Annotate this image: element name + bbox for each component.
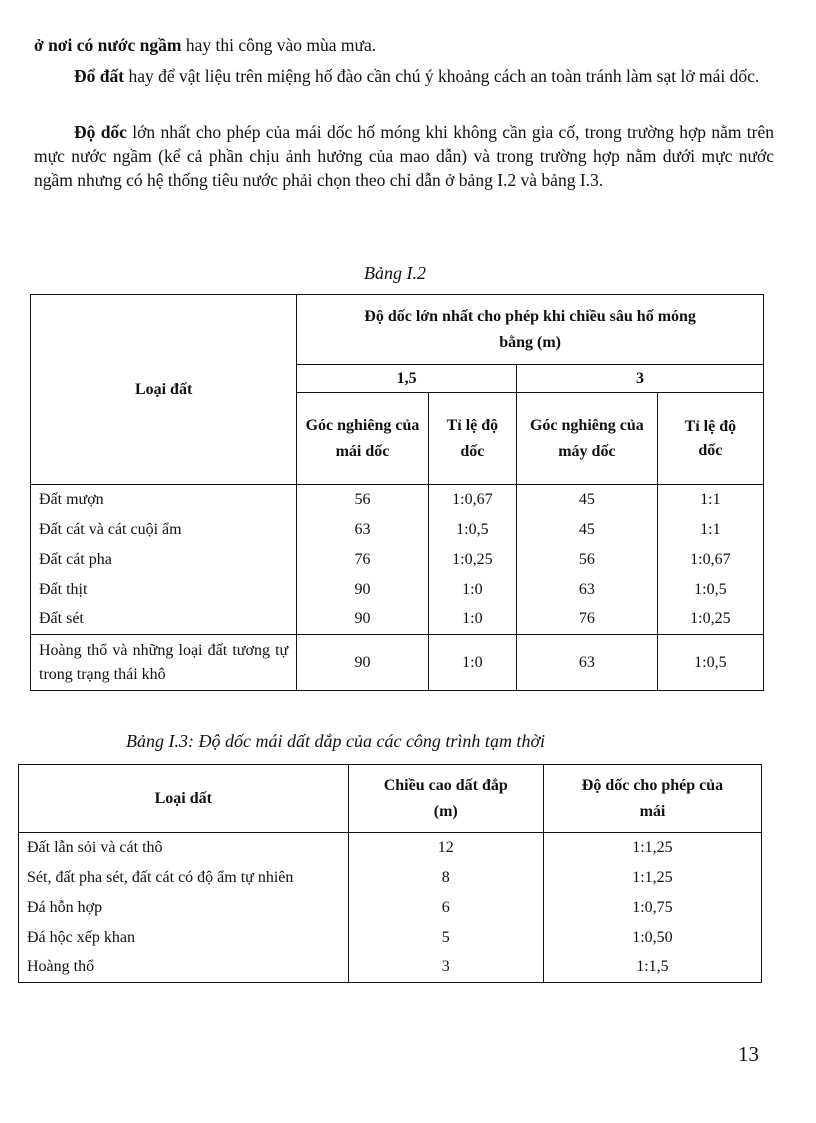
header-max-slope: Độ dốc lớn nhất cho phép khi chiều sâu hố móng bằng (m) <box>297 295 764 365</box>
angle-value: 76 <box>297 545 429 575</box>
header-soil-type-2: Loại dất <box>19 765 349 833</box>
soil-name: Đất thịt <box>31 575 297 605</box>
ratio-value: 1:1 <box>657 485 763 515</box>
para-1-rest: hay thi công vào mùa mưa. <box>181 35 377 55</box>
header-angle-1-5: Góc nghiêng của mái dốc <box>297 393 429 485</box>
header-ratio-3: Tỉ lệ độ dốc <box>657 393 763 485</box>
angle-value: 63 <box>517 635 658 691</box>
table-row <box>19 953 762 983</box>
header-depth-1-5: 1,5 <box>297 365 517 393</box>
slope-table-2 <box>18 764 762 983</box>
header-depth-3: 3 <box>517 365 764 393</box>
slope-table-1 <box>30 294 764 691</box>
angle-value: 76 <box>517 605 658 635</box>
table-row <box>19 923 762 953</box>
soil-name: Hoàng thổ <box>19 953 349 983</box>
height-value: 3 <box>348 953 543 983</box>
table-row <box>19 893 762 923</box>
header-angle-3: Góc nghiêng của máy dốc <box>517 393 658 485</box>
angle-value: 56 <box>297 485 429 515</box>
table-row <box>31 635 764 691</box>
ratio-value: 1:0,5 <box>428 515 516 545</box>
soil-name: Hoàng thổ và những loại đất tương tự trong trạng thái khô <box>31 635 297 691</box>
table-row <box>31 545 764 575</box>
table-row <box>31 515 764 545</box>
paragraph-3 <box>34 120 774 192</box>
height-value: 8 <box>348 863 543 893</box>
angle-value: 90 <box>297 635 429 691</box>
header-ratio-1-5: Tỉ lệ độ dốc <box>428 393 516 485</box>
soil-name: Đất sét <box>31 605 297 635</box>
ratio-value: 1:0,25 <box>428 545 516 575</box>
paragraph-1 <box>34 33 774 57</box>
height-value: 5 <box>348 923 543 953</box>
para-3-rest: lớn nhất cho phép của mái dốc hố móng khi không cần gia cố, trong trường hợp nằm trên mực nước ngầm (kể cả phần chịu ảnh hưởng của mao dẫn) và trong trường hợp nằm dưới mực nước ngầm nhưng có hệ thống tiêu nước phải chọn theo chỉ dẫn ở bảng I.2 và bảng I.3. <box>34 122 774 190</box>
angle-value: 90 <box>297 575 429 605</box>
angle-value: 90 <box>297 605 429 635</box>
ratio-value: 1:0 <box>428 635 516 691</box>
table-row <box>31 485 764 515</box>
angle-value: 63 <box>297 515 429 545</box>
para-2-start: Đổ đất <box>74 66 125 86</box>
slope-value: 1:0,50 <box>543 923 761 953</box>
header-fill-height: Chiều cao dất đắp (m) <box>348 765 543 833</box>
soil-name: Đá hộc xếp khan <box>19 923 349 953</box>
table-row <box>31 605 764 635</box>
angle-value: 45 <box>517 485 658 515</box>
ratio-value: 1:0,5 <box>657 575 763 605</box>
soil-name: Đá hỗn hợp <box>19 893 349 923</box>
ratio-value: 1:0,67 <box>657 545 763 575</box>
para-2-rest: hay để vật liệu trên miệng hố đào cần chú ý khoảng cách an toàn tránh làm sạt lở mái dốc. <box>124 66 760 86</box>
soil-name: Đất cát pha <box>31 545 297 575</box>
height-value: 6 <box>348 893 543 923</box>
ratio-value: 1:0 <box>428 605 516 635</box>
soil-name: Đất mượn <box>31 485 297 515</box>
page-number: 13 <box>738 1042 759 1066</box>
angle-value: 63 <box>517 575 658 605</box>
paragraph-2 <box>34 64 774 88</box>
slope-value: 1:0,75 <box>543 893 761 923</box>
angle-value: 45 <box>517 515 658 545</box>
soil-name: Đất cát và cát cuội ẩm <box>31 515 297 545</box>
para-1-start: ở nơi có nước ngầm <box>34 35 182 55</box>
soil-name: Sét, đất pha sét, đất cát có độ ẩm tự nhiên <box>19 863 349 893</box>
header-allowed-slope: Độ dốc cho phép của mái <box>543 765 761 833</box>
header-soil-type: Loại đất <box>31 295 297 485</box>
ratio-value: 1:0,5 <box>657 635 763 691</box>
slope-value: 1:1,5 <box>543 953 761 983</box>
table-row <box>19 863 762 893</box>
soil-name: Đất lẫn sỏi và cát thô <box>19 833 349 863</box>
slope-value: 1:1,25 <box>543 863 761 893</box>
para-3-start: Độ dốc <box>74 122 127 142</box>
height-value: 12 <box>348 833 543 863</box>
table-1-caption: Bảng I.2 <box>364 263 426 283</box>
table-2-caption: Bảng I.3: Độ dốc mái dất dắp của các công trình tạm thời <box>126 731 546 751</box>
ratio-value: 1:0,67 <box>428 485 516 515</box>
ratio-value: 1:0 <box>428 575 516 605</box>
ratio-value: 1:1 <box>657 515 763 545</box>
slope-value: 1:1,25 <box>543 833 761 863</box>
table-row <box>19 833 762 863</box>
table-row <box>31 575 764 605</box>
ratio-value: 1:0,25 <box>657 605 763 635</box>
angle-value: 56 <box>517 545 658 575</box>
